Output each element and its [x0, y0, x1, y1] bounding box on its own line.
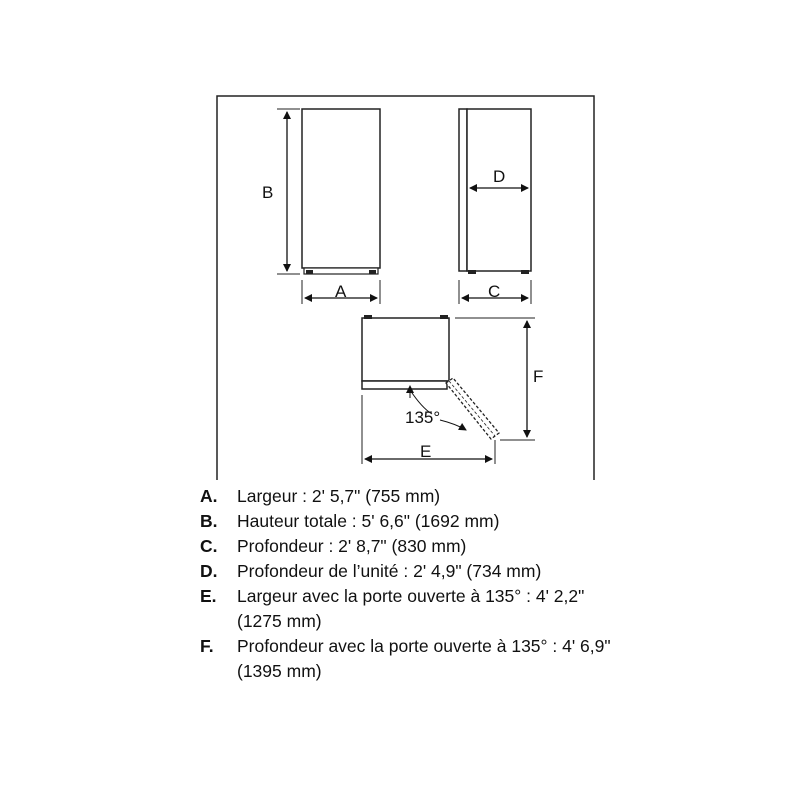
- front-view: [262, 109, 380, 304]
- legend-text: Profondeur : 2' 8,7" (830 mm): [237, 536, 467, 556]
- label-a: A: [335, 282, 347, 301]
- top-cabinet: [362, 318, 449, 381]
- legend-text: Hauteur totale : 5' 6,6" (1692 mm): [237, 511, 500, 531]
- legend-item-a: [200, 484, 620, 509]
- label-b: B: [262, 183, 274, 202]
- side-foot: [468, 270, 476, 274]
- top-back-left: [364, 315, 372, 319]
- front-foot-left: [306, 270, 313, 274]
- legend-text: Largeur : 2' 5,7" (755 mm): [237, 486, 441, 506]
- side-door: [459, 109, 467, 271]
- side-cabinet: [467, 109, 531, 271]
- legend-key: F.: [200, 636, 214, 656]
- front-cabinet: [302, 109, 380, 268]
- label-c: C: [488, 282, 501, 301]
- legend-key: D.: [200, 561, 218, 581]
- legend-text: Profondeur avec la porte ouverte à 135° : 4' 6,9" (1395 mm): [237, 636, 611, 681]
- side-foot-rear: [521, 270, 529, 274]
- legend-text: Profondeur de l’unité : 2' 4,9" (734 mm): [237, 561, 542, 581]
- top-back-right: [440, 315, 448, 319]
- legend-key: A.: [200, 486, 218, 506]
- legend-item-d: [200, 559, 620, 584]
- label-d: D: [493, 167, 506, 186]
- front-foot-right: [369, 270, 376, 274]
- dimension-legend: [200, 484, 620, 684]
- label-angle: 135°: [405, 408, 441, 427]
- legend-text: Largeur avec la porte ouverte à 135° : 4' 2,2" (1275 mm): [237, 586, 585, 631]
- legend-key: C.: [200, 536, 218, 556]
- legend-key: E.: [200, 586, 217, 606]
- label-f: F: [533, 367, 544, 386]
- top-view: [362, 315, 543, 464]
- top-door-closed: [362, 381, 447, 389]
- legend-item-f: [200, 634, 620, 684]
- label-e: E: [420, 442, 432, 461]
- legend-item-b: [200, 509, 620, 534]
- front-base: [304, 268, 378, 274]
- legend-item-c: [200, 534, 620, 559]
- side-view: [459, 109, 531, 304]
- legend-key: B.: [200, 511, 218, 531]
- legend-item-e: [200, 584, 620, 634]
